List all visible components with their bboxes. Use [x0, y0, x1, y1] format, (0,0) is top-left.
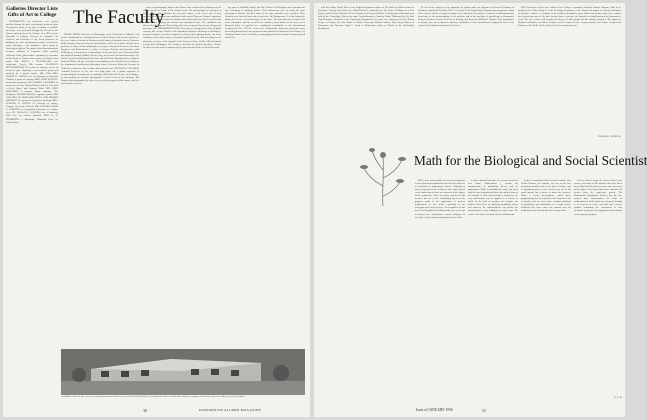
math-paragraph-4: It is too early to judge the effects of these new courses, but many of the students who have taken them report that they have become more interested in the subject. It is hoped that future students will benefit from the experience gained. The Mathematics Department believes that the new courses have demonstrated the value of mathematics in fields which were formerly thought to be beyond its reach, and that their success justifies continuing the experiment. It also welcomes comments and suggestions from alumni concerning the program. [574, 179, 623, 216]
math-paragraph-3: model, is found that in the Security Council of the United Nations, for example, any one of the five permanent members has a veto power. Using a sort of bargaining power of all, whereas any one of the small nations has a power to affect the outcome. Under a recent development, called linear programming, has been placed at the disposal of the economist, who can now reduce complex problems of production and distribution to a single model. Problems like these show the student how his mathematics can aid him directly in many fields. [521, 179, 572, 213]
faculty-column-2 [143, 6, 221, 346]
apartment-model-illustration [61, 349, 305, 395]
plant-sketch-illustration [356, 146, 410, 208]
photo-caption: Archibald's model of one of two new faculty apartment units to be erected on North Park Street. It is planned to have the first unit ready for occupancy at the start of the next college year in September. [61, 396, 246, 398]
sidebar-body-text [6, 20, 58, 408]
right-top-column-1 [318, 6, 414, 139]
right-top-column-2 [418, 6, 514, 139]
signature-bond [554, 135, 621, 139]
signature-hlb [584, 396, 622, 400]
right-page [314, 3, 647, 417]
footer-page-number-left: 30 [143, 408, 147, 413]
math-column-3 [521, 179, 571, 403]
apartment-model-photo [61, 349, 305, 395]
left-page [3, 3, 310, 417]
math-column-2 [468, 179, 518, 403]
signature-bond-text: HAROLD L. BOND '42 [598, 135, 621, 138]
faculty-column-3 [225, 6, 305, 346]
math-column-4 [574, 179, 622, 395]
sidebar-paragraph: DARTMOUTH's art collections were greatly enriched during the past year through generous gifts. Seventy-five works of art, plus a number of valuable art books, were presented through the Friends of the Library and directly to the College. In a 1955 review, Churchill P. Lathrop, Director of Carpenter Art Galleries and Professor of Art, listed purchases of paintings by such contemporary artists, watercolors, prints, drawings, a few sculptures, and a group of ethnological objects. The painter John Sloan among the welcome additions to Carpenter Hall's growing collection. Other gifts include a painting by a member of the Board of Trustees and a parcel of sketches and prints. Mrs. ROYAL J. BLANCHARD: five engravings, French 19th century. CLARENCE BUTTENWIESER '19: a panel of tapestry woven in medieval style, depicting a processional group and enclosed by a narrow border. MR. AND MRS. JOSEPH H. HAZEN: two oil paintings by Ryosuke Yoshida; a group of etchings. MRS. JOHN ELLIOTT: watercolors and prints. DR. SAMUEL J. SCOBBIN: in memory of his son, 'Winter Birches' and 'The Girl with a Green Figure' and 'Summer Wind.' MR. JOHN SIMONSEN: a portrait, Italian painting, 'The Reliquary.' WALTER KNOCK: a group of prints. MR. AND MRS. M. DORLAND DOYLE AND ROBERT JOHNSON '10: a group of twenty-five drawings. MRS. WARREN W. DIVINE '25: drawing of pottery, 'Portage,' by George O'Toole. MR. AND MRS. LEON A. SPENCER: an exceptional watercolor of a harbor view. FR. FRANCIS J. KEATING: an oil painting, 'Still Life,' by Charles Bamford. MRS. H. G. THOMPSON: a lithograph, 'Mountain Bear,' by Sanford Ross. [6, 20, 59, 124]
right-top-paragraph-3: THE first book to have been added to the College's expanding Northern Studies Program, Soils to be taught by Prof. Elmer Harp Jr. of the Sociology Department, will examine the impact of modern civilization on primitive cultures. As students of the northern hemisphere grow further and further north, their cultures have grown and ways of life have become those of people who depend on being threatened by thousands of years. The new courses will examine the history of such groups and the changes produced. The impact of Modern Civilization on Native Peoples, will be offered in the coming summer, and 'Native Peoples and Cultures of the North' will be offered in the next academic year. [518, 6, 622, 28]
faculty-paragraph-1: HENRY KOHN, Professor of Philosophy at the University of Munich, will come to Dartmouth as a visiting professor of the College for the second semester of the year. Author of works on Socrates and the history of aesthetic theory, Professor Kohn's primary interests focus on existentialism, and he has written extensively on problems of ethics and the philosophy of religion. Among his books are Freedom, Forgotten and Remembered, a study of German Nazism, and Encounter with Nothingness, a treatment of existentialism. In the past three years Professor Kohn has taught in Istanbul, Madrid, Mexico City, and several American universities. He will be our guest at Dartmouth until June and will lecture throughout New England. Professor Kohn will give a seminar on metaphysics and will aid in the teaching of the department's introductory philosophy course. Professor Kohn left Germany in 1938 and remained in this country until after the war. RICHARD E. WAGNER, Assistant Professor of Art, has won high praise for a unique approach in documenting the development of a painting. With Robert W. Decker, his colleague, he has prepared an unusual photographic record of one of his paintings. Mr. Wagner has photographed in color every week the progress of his canvas, and it is not finished even now. [61, 33, 140, 85]
math-column-1 [415, 179, 465, 403]
faculty-column-1 [61, 33, 139, 345]
footer-publication: DARTMOUTH ALUMNI MAGAZINE [199, 408, 262, 412]
right-top-paragraph-2: Of the twelve projects to be supported by grants under the program of Research Training in Psychiatry and Related Studies, Mr. Lee Gregory of the Psychology Department has proposed a study of the sensory effects of frequent changes in environment. The project is expected to add fundamental knowledge to the understanding of the problem and to the teaching of psychology at Dartmouth. Professor Robert Gleason, Professor of Biology, and Professor William R. Hutton of the Department of Botany have been named to advisory committees of the International Geophysical Year at the request of the National Academy of Sciences. [418, 6, 515, 28]
page-title: The Faculty [73, 7, 165, 28]
footer-issue: Issue of JANUARY 1956 [416, 408, 453, 412]
math-paragraph-2: to their classical branches, the second semester's new course, Mathematics 7, teaches the fundamentals of probability theory and its applications. While in mentality the course can cover only the most fundamental ideas, the student learns a fair amount of skill and develops a feeling for the way mathematics can be applied in a variety of fields. In the field of genetics, for example, the student learns how, by applying probability theory and matrices, the mathematician can predict the characteristics of the offspring of a given pair. The course is the first of its kind offered at Dartmouth. [468, 179, 519, 216]
footer-page-number-right: 31 [482, 408, 486, 413]
sidebar-headline: Galleries Director Lists Gifts of Art to College [6, 6, 58, 18]
faculty-paragraph-2: series of photographs, Wagner and Decker have followed the painting from its earliest sketch on canvas to the finished work. The photographs are arranged on twelve panels which illustrate the successive stages, so the viewer can see how each colour relationship was established and revised. Professor Wagner's approach to painting is that of an artist who builds with colour and form. Such a record of the evolution of a painting has seldom been attempted before. The exhibition was shown first in Carpenter Hall and has since been requested by several colleges and museums. DR. MELBOURNE KANE, Professor of Geology and a New England scientist, Mr. George Allcock of the Dominion Physical Laboratory in Wellington, produced evidence recently in support of a theory that lightning flashes can make 'whistlers' at the earth's surface, the particle generated by the flash travelling far out along lines of force in the magnetic field. Professor Kane and Mr. Allcock studied records from Wellington, New Zealand, and from the Aleutian Islands of Alaska. Dr. Kane's work has been supported by a grant from the Office of Naval Research. [143, 6, 222, 49]
faculty-paragraph-3: ing post on Umiaklik Island, and Mr. Allcock in Wellington took simultaneous tape recordings of lightning flashes. Their laboratories were at nearly the same geomagnetic latitude, and their times of the same whistlers were recorded. These whistlers were heard at both ends in each case. Dr. Morgan says: 'It is like hitting the tuning fork at one end and hearing it at the other.' The phenomenon is found in the lower atmosphere and the record of the whistlers, from strokes as far away as ten thousand miles, is regarded as a significant contribution to the International Geophysical Year. ON the local scene, Dartmouth's professors presented some interesting discussions before groups meeting outside the classroom. On February 14, Christian Union's series of Sunday evening programs offered a panel on marriage and family life. [225, 6, 306, 40]
math-paragraph-1: ONE of the most notable of recent developments on the Dartmouth educational scene has been the rise in enrollment in mathematics courses. Although no man is required by the College to take math, almost every student has at least one semester of the subject before graduation. There are many reasons for this increase but one of the outstanding has been the progress made in the application of modern mathematics to new fields, especially to the biological and social sciences. In recognition of this trend, the Department of Mathematics two years ago developed new introductory courses designed to meet the needs of students majoring in these fields. [415, 179, 466, 219]
right-top-column-3 [518, 6, 621, 136]
math-article-title: Math for the Biological and Social Scientist [414, 153, 647, 168]
signature-hlb-text: H. L. B. [614, 396, 622, 399]
sidebar-article [6, 6, 58, 408]
right-top-paragraph-1: held last Friday. Henry Tirrie of the English Department spoke on 'The Basis for Moral Action in Literature.' Among other talks were Rabbi Harold L. Saperstein on 'The Role of Religion in a Free Society,' and Professor Maurice Beebe of Purdue on 'Poetry and Belief.' A faculty panel discussion was held by the Psychology Club on the topic 'Psychotherapy in America Today.' Moderated by Dr. Paul Vogel Eastman, chairman of the Psychology Department, the panel was composed of Prof. Robert Leeper of Oregon, Dr. John Wylie of Boston University Medical School, Prof. Harry Harlow of Wisconsin, and Professor Hugh C. Glass of Dartmouth, author of 'Roads in the Psychology Department.' [318, 6, 415, 31]
